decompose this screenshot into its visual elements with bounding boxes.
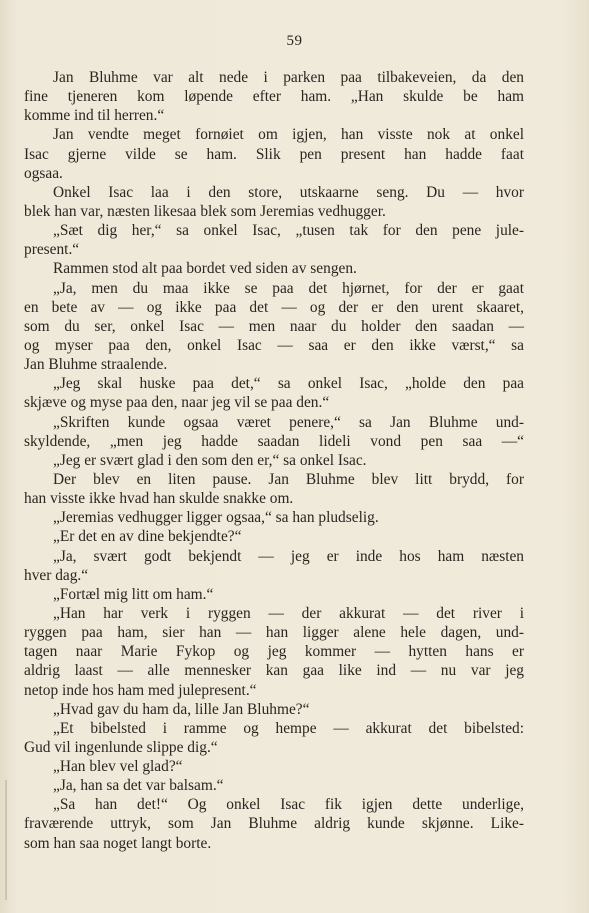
text-line: „Ja, han sa det var balsam.“ <box>53 777 224 795</box>
page-edge-shadow <box>5 780 7 900</box>
text-line: fine tjeneren kom løpende efter ham. „Han skulde be ham <box>24 88 524 106</box>
text-line: som han saa noget langt borte. <box>24 834 212 852</box>
text-line: tagen naar Marie Fykop og jeg kommer — hytten hans er <box>24 643 524 661</box>
text-line: „Er det en av dine bekjendte?“ <box>53 528 242 546</box>
text-line: „Han blev vel glad?“ <box>53 758 183 776</box>
text-line: „Jeg er svært glad i den som den er,“ sa onkel Isac. <box>53 451 367 469</box>
text-line: Jan Bluhme straalende. <box>24 356 168 374</box>
text-line: komme ind til herren.“ <box>24 107 165 125</box>
text-line: „Ja, men du maa ikke se paa det hjørnet, for der er gaat <box>53 279 524 297</box>
text-line: „Jeg skal huske paa det,“ sa onkel Isac, „holde den paa <box>53 375 524 393</box>
text-line: „Hvad gav du ham da, lille Jan Bluhme?“ <box>53 700 310 718</box>
text-line: „Fortæl mig litt om ham.“ <box>53 585 214 603</box>
text-line: ryggen paa ham, sier han — han ligger alene hele dagen, und- <box>24 624 524 642</box>
text-line: han visste ikke hvad han skulde snakke om. <box>24 490 294 508</box>
text-line: present.“ <box>24 241 80 259</box>
body-text <box>24 68 524 853</box>
text-line: og myser paa den, onkel Isac — saa er den ikke værst,“ sa <box>24 336 524 354</box>
page-number: 59 <box>286 33 303 49</box>
text-line: Gud vil ingenlunde slippe dig.“ <box>24 738 218 756</box>
text-line: „Et bibelsted i ramme og hempe — akkurat det bibelsted: <box>53 719 524 737</box>
text-line: netop inde hos ham med julepresent.“ <box>24 681 257 699</box>
text-line: hver dag.“ <box>24 566 89 584</box>
text-line: skjæve og myse paa den, naar jeg vil se paa den.“ <box>24 394 330 412</box>
text-line: Der blev en liten pause. Jan Bluhme blev litt brydd, for <box>53 470 524 488</box>
text-line: aldrig laast — alle mennesker kan gaa like ind — nu var jeg <box>24 662 524 680</box>
text-line: Jan Bluhme var alt nede i parken paa tilbakeveien, da den <box>53 69 524 86</box>
text-line: Rammen stod alt paa bordet ved siden av sengen. <box>53 260 357 278</box>
text-line: Isac gjerne vilde se ham. Slik pen present han hadde faat <box>24 145 524 163</box>
text-line: „Sæt dig her,“ sa onkel Isac, „tusen tak for den pene jule- <box>53 222 524 240</box>
text-line: blek han var, næsten likesaa blek som Jeremias vedhugger. <box>24 202 386 220</box>
text-line: ogsaa. <box>24 164 63 182</box>
text-line: „Han har verk i ryggen — der akkurat — det river i <box>53 604 524 622</box>
text-line: „Skriften kunde ogsaa været penere,“ sa Jan Bluhme und- <box>53 413 524 431</box>
text-line: „Jeremias vedhugger ligger ogsaa,“ sa han pludselig. <box>53 509 379 527</box>
text-line: skyldende, „men jeg hadde saadan lideli vond pen saa —“ <box>24 432 524 450</box>
text-line: Onkel Isac laa i den store, utskaarne seng. Du — hvor <box>53 183 524 201</box>
text-line: fraværende uttryk, som Jan Bluhme aldrig kunde skjønne. Like- <box>24 815 524 833</box>
text-line: „Sa han det!“ Og onkel Isac fik igjen dette underlige, <box>53 796 524 814</box>
text-line: Jan vendte meget fornøiet om igjen, han visste nok at onkel <box>53 126 524 144</box>
text-line: som du ser, onkel Isac — men naar du holder den saadan — <box>24 317 524 335</box>
text-line: „Ja, svært godt bekjendt — jeg er inde hos ham næsten <box>53 547 524 565</box>
text-line: en bete av — og ikke paa det — og der er den urent skaaret, <box>24 298 524 316</box>
